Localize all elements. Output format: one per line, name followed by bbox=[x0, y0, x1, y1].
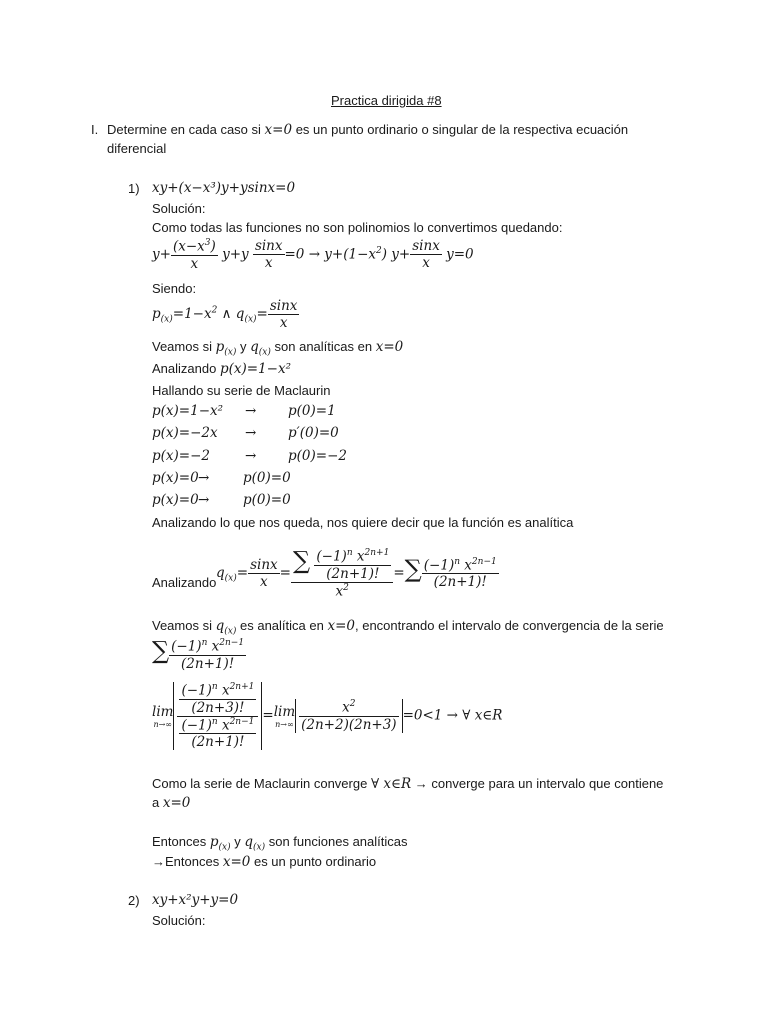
series-row-right: p(0)=0 bbox=[243, 492, 291, 508]
converge-line1 bbox=[152, 776, 663, 792]
converge-math: ∀ x∈R bbox=[370, 776, 412, 792]
series-row-arrow: → bbox=[245, 425, 257, 441]
entonces1-before: Entonces bbox=[152, 834, 207, 849]
limit-result: =0<1 → ∀ x∈R bbox=[402, 707, 503, 724]
section-label: I. bbox=[91, 122, 99, 137]
entonces2-after: es un punto ordinario bbox=[253, 854, 377, 869]
siendo-label: Siendo: bbox=[152, 281, 197, 296]
series-row-right: p(0)=1 bbox=[288, 403, 336, 419]
converge-after: → converge para un intervalo que contiene bbox=[414, 776, 664, 791]
veamos-line: Veamos si $p_{(x)}$ y $q_{(x)}$ son analíticas en x=0 bbox=[152, 339, 404, 358]
series-row-right: p(0)=−2 bbox=[288, 448, 347, 464]
series-row-left: p(x)=−2x bbox=[152, 425, 218, 441]
series-row-left: p(x)=0 bbox=[152, 492, 199, 508]
analizando-line bbox=[152, 361, 291, 377]
converge2-before: a bbox=[152, 795, 160, 810]
converge2-math: x=0 bbox=[162, 795, 191, 811]
problem1-number: 1) bbox=[128, 181, 140, 196]
converge-line2 bbox=[152, 795, 190, 811]
problem2-equation: xy+x²y+y=0 bbox=[152, 892, 239, 908]
series-row-arrow: → bbox=[245, 403, 257, 419]
series-row-left: p(x)=−2 bbox=[152, 448, 211, 464]
series-row-right: p′(0)=0 bbox=[288, 425, 339, 441]
entonces2-math: x=0 bbox=[222, 854, 251, 870]
veamos2-math: x=0 bbox=[327, 618, 355, 634]
veamos2-tail: , encontrando el intervalo de convergencia de la serie bbox=[354, 618, 664, 633]
veamos-after: son analíticas en bbox=[274, 339, 373, 354]
problem2-number: 2) bbox=[128, 893, 140, 908]
veamos2-line: Veamos si $q_{(x)}$ es analítica en x=0, encontrando el intervalo de convergencia de la serie bbox=[152, 618, 664, 637]
problem1-equation: xy+(x−x³)y+ysinx=0 bbox=[152, 180, 296, 196]
entonces1-after: son funciones analíticas bbox=[268, 834, 408, 849]
analizando2-label: Analizando bbox=[152, 575, 217, 590]
section-intro bbox=[107, 122, 628, 138]
series-row-arrow: → bbox=[245, 448, 257, 464]
entonces1-mid: y bbox=[234, 834, 241, 849]
series-row-arrow: → bbox=[198, 470, 210, 486]
entonces2-before: →Entonces bbox=[152, 854, 220, 869]
series-row-arrow: → bbox=[198, 492, 210, 508]
intro-before: Determine en cada caso si bbox=[107, 122, 261, 137]
p-q-definition: $p_{(x)}=1-x^2$ ∧ $q_{(x)}=$ $\frac{\sin x}{x}$ bbox=[152, 298, 298, 331]
entonces1-line: Entonces $p_{(x)}$ y $q_{(x)}$ son funciones analíticas bbox=[152, 834, 408, 853]
problem1-convert-line: Como todas las funciones no son polinomios lo convertimos quedando: bbox=[152, 220, 563, 235]
analizando-label: Analizando bbox=[152, 361, 217, 376]
veamos2-before: Veamos si bbox=[152, 618, 212, 633]
veamos-before: Veamos si bbox=[152, 339, 212, 354]
conclusion-analitica: Analizando lo que nos queda, nos quiere decir que la función es analítica bbox=[152, 515, 574, 530]
series-row-left: p(x)=1−x² bbox=[152, 403, 224, 419]
intro-after: es un punto ordinario o singular de la respectiva ecuación bbox=[295, 122, 629, 137]
analizando-math: p(x)=1−x² bbox=[219, 361, 291, 377]
problem2-solucion: Solución: bbox=[152, 913, 206, 928]
veamos-mid: y bbox=[240, 339, 247, 354]
series-row-left: p(x)=0 bbox=[152, 470, 199, 486]
section-intro-line2: diferencial bbox=[107, 141, 167, 156]
problem1-solucion: Solución: bbox=[152, 201, 206, 216]
series-row-right: p(0)=0 bbox=[243, 470, 291, 486]
hallando-line: Hallando su serie de Maclaurin bbox=[152, 383, 331, 398]
converted-equation: y+ $\frac{(x-x^3)}{x}$ y+y $\frac{\sin x}{x}$ $=0 \to y+(1-x^2)$ y+ $\frac{\sin x}{x}$ y=0 bbox=[152, 238, 474, 272]
series-sum: ∑ $\frac{(-1)^n x^{2n-1}}{(2n+1)!}$ bbox=[152, 636, 245, 672]
intro-math: x=0 bbox=[264, 122, 293, 138]
converge-before: Como la serie de Maclaurin converge bbox=[152, 776, 368, 791]
veamos2-after: es analítica en bbox=[240, 618, 324, 633]
q-series-expression: $q_{(x)}=$ $\frac{\sin x}{x}$ = ∑ $\frac{(-1)^n x^{2n+1}}{(2n+1)!}$ $x^2$ =∑ $\frac{(-1)^n x^{2n-1}}{(2n+1)!}$ bbox=[216, 546, 497, 599]
page-title: Practica dirigida #8 bbox=[331, 93, 442, 108]
veamos-math: x=0 bbox=[375, 339, 404, 355]
limit-expression: lim n→∞ $\frac{\frac{(-1)^n x^{2n+1}}{(2n+3)!}}{\frac{(-1)^n x^{2n-1}}{(2n+1)!}}$ =lim n→∞ $\frac{x^2}{(2n+2)(2n+3)}$ =0<1 → ∀ x∈R bbox=[152, 682, 503, 750]
entonces2-line bbox=[152, 854, 376, 870]
